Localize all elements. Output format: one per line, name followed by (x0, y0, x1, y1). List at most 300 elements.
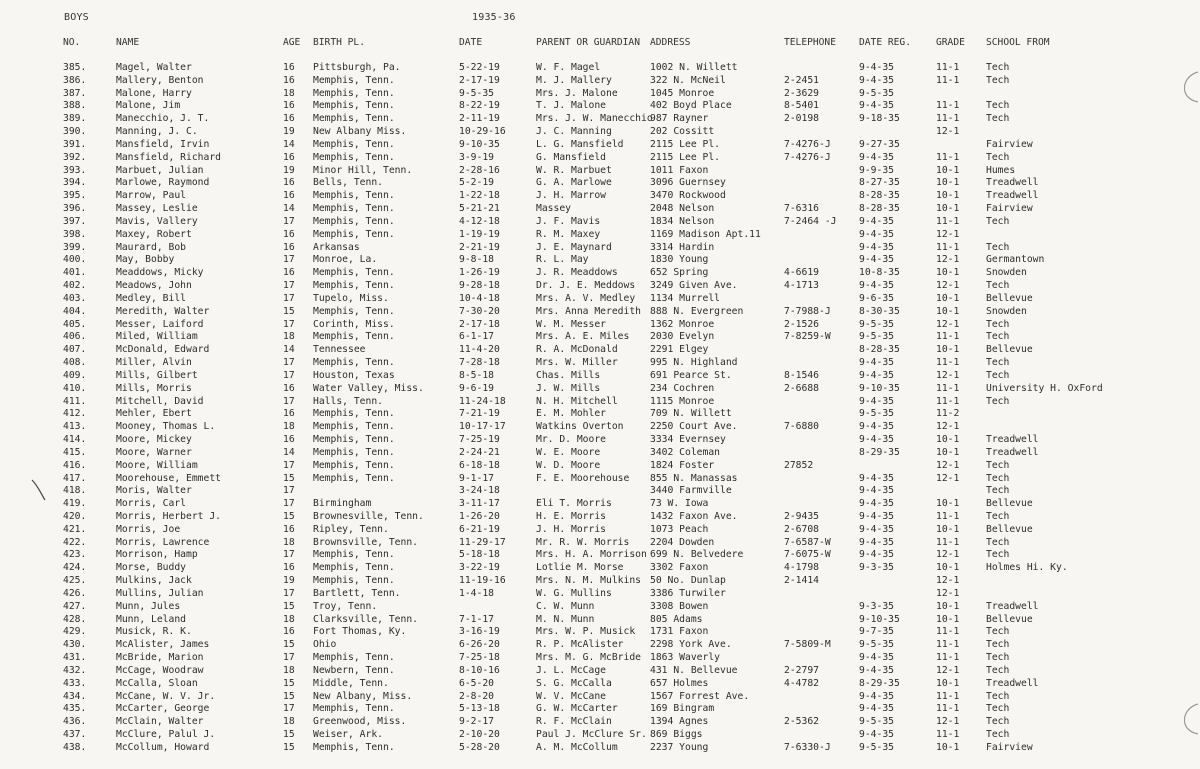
row-date-reg: 8-28-35 (859, 203, 900, 215)
row-parent: Massey (536, 203, 571, 215)
row-name: Morrison, Hamp (116, 549, 198, 561)
row-address: 3334 Evernsey (650, 434, 726, 446)
row-birthplace: Brownsville, Tenn. (313, 536, 418, 548)
row-address: 431 N. Bellevue (650, 664, 738, 676)
row-address: 1169 Madison Apt.11 (650, 228, 761, 240)
row-age: 14 (283, 203, 295, 215)
row-address: 2298 York Ave. (650, 639, 732, 651)
row-no: 418. (63, 485, 87, 497)
row-birth-date: 6-26-20 (459, 639, 500, 651)
row-age: 17 (283, 587, 295, 599)
row-name: Morris, Carl (116, 498, 186, 510)
row-birthplace: Memphis, Tenn. (313, 459, 395, 471)
row-school-from: Treadwell (986, 600, 1039, 612)
row-telephone: 7-5809-M (784, 639, 831, 651)
row-parent: Mrs. J. Malone (536, 87, 618, 99)
row-parent: Mr. R. W. Morris (536, 536, 630, 548)
row-birthplace: Memphis, Tenn. (313, 151, 395, 163)
row-date-reg: 9-4-35 (859, 549, 894, 561)
row-name: Moris, Walter (116, 485, 192, 497)
row-school-from: Fairview (986, 138, 1033, 150)
row-birth-date: 2-28-16 (459, 164, 500, 176)
row-grade: 10-1 (936, 446, 960, 458)
row-date-reg: 9-4-35 (859, 357, 894, 369)
row-grade: 10-1 (936, 498, 960, 510)
row-address: 169 Bingram (650, 703, 715, 715)
row-parent: Mrs. W. P. Musick (536, 626, 636, 638)
table-row (0, 75, 1200, 88)
row-school-from: Treadwell (986, 434, 1039, 446)
row-parent: J. H. Marrow (536, 190, 606, 202)
row-no: 430. (63, 639, 87, 651)
row-date-reg: 8-29-35 (859, 677, 900, 689)
table-row (0, 216, 1200, 229)
row-name: Marlowe, Raymond (116, 177, 210, 189)
row-birth-date: 5-21-21 (459, 203, 500, 215)
row-no: 403. (63, 292, 87, 304)
row-birthplace: Ohio (313, 639, 337, 651)
row-age: 19 (283, 126, 295, 138)
table-row (0, 485, 1200, 498)
row-birthplace: Ripley, Tenn. (313, 523, 389, 535)
row-school-from: Treadwell (986, 446, 1039, 458)
row-address: 2250 Court Ave. (650, 421, 738, 433)
row-name: McDonald, Edward (116, 344, 210, 356)
row-address: 2115 Lee Pl. (650, 151, 720, 163)
row-parent: Mrs. M. G. McBride (536, 652, 641, 664)
row-grade: 11-1 (936, 357, 960, 369)
table-row (0, 344, 1200, 357)
row-no: 389. (63, 113, 87, 125)
table-row (0, 370, 1200, 383)
row-school-from: Bellevue (986, 498, 1033, 510)
row-parent: S. G. McCalla (536, 677, 612, 689)
row-telephone: 4-6619 (784, 267, 819, 279)
row-birthplace: Memphis, Tenn. (313, 575, 395, 587)
row-school-from: Fairview (986, 203, 1033, 215)
row-school-from: Bellevue (986, 523, 1033, 535)
row-no: 413. (63, 421, 87, 433)
header-birth: BIRTH PL. (313, 37, 365, 48)
row-no: 386. (63, 74, 87, 86)
table-row (0, 331, 1200, 344)
row-school-from: Tech (986, 215, 1010, 227)
table-row (0, 62, 1200, 75)
row-name: Marbuet, Julian (116, 164, 204, 176)
row-address: 202 Cossitt (650, 126, 715, 138)
row-name: Morris, Joe (116, 523, 181, 535)
row-name: Malone, Jim (116, 100, 181, 112)
row-name: McCage, Woodraw (116, 664, 204, 676)
row-date-reg: 9-5-35 (859, 716, 894, 728)
row-age: 17 (283, 549, 295, 561)
row-address: 805 Adams (650, 613, 703, 625)
row-no: 394. (63, 177, 87, 189)
row-age: 17 (283, 357, 295, 369)
table-row (0, 88, 1200, 101)
row-birth-date: 2-17-19 (459, 74, 500, 86)
row-birthplace: Memphis, Tenn. (313, 741, 395, 753)
row-no: 388. (63, 100, 87, 112)
row-age: 19 (283, 575, 295, 587)
table-row (0, 498, 1200, 511)
row-grade: 11-1 (936, 536, 960, 548)
row-date-reg: 9-4-35 (859, 536, 894, 548)
row-telephone: 2-3629 (784, 87, 819, 99)
school-year: 1935-36 (472, 12, 516, 23)
row-birth-date: 3-11-17 (459, 498, 500, 510)
row-name: Morse, Buddy (116, 562, 186, 574)
row-address: 2291 Elgey (650, 344, 709, 356)
row-birth-date: 2-21-19 (459, 241, 500, 253)
row-telephone: 7-8259-W (784, 331, 831, 343)
row-parent: J. E. Maynard (536, 241, 612, 253)
row-age: 16 (283, 434, 295, 446)
row-name: Maurard, Bob (116, 241, 186, 253)
row-address: 657 Holmes (650, 677, 709, 689)
row-date-reg: 8-30-35 (859, 305, 900, 317)
row-birthplace: Memphis, Tenn. (313, 113, 395, 125)
row-birthplace: Memphis, Tenn. (313, 215, 395, 227)
table-row (0, 729, 1200, 742)
row-address: 2237 Young (650, 741, 709, 753)
row-address: 1073 Peach (650, 523, 709, 535)
row-name: Mooney, Thomas L. (116, 421, 216, 433)
row-grade: 12-1 (936, 664, 960, 676)
row-grade: 10-1 (936, 562, 960, 574)
row-grade: 12-1 (936, 126, 960, 138)
row-no: 397. (63, 215, 87, 227)
row-no: 407. (63, 344, 87, 356)
table-row (0, 575, 1200, 588)
row-birthplace: Memphis, Tenn. (313, 138, 395, 150)
row-school-from: Tech (986, 62, 1010, 73)
table-row (0, 190, 1200, 203)
row-age: 17 (283, 280, 295, 292)
row-date-reg: 9-6-35 (859, 292, 894, 304)
row-address: 322 N. McNeil (650, 74, 726, 86)
row-grade: 11-1 (936, 510, 960, 522)
row-telephone: 2-9435 (784, 510, 819, 522)
row-birth-date: 8-5-18 (459, 369, 494, 381)
row-address: 3402 Coleman (650, 446, 720, 458)
row-birth-date: 8-10-16 (459, 664, 500, 676)
table-row (0, 562, 1200, 575)
row-birth-date: 7-25-19 (459, 434, 500, 446)
row-address: 1567 Forrest Ave. (650, 690, 750, 702)
row-address: 1731 Faxon (650, 626, 709, 638)
row-birth-date: 3-24-18 (459, 485, 500, 497)
row-no: 438. (63, 741, 87, 753)
table-row (0, 293, 1200, 306)
row-parent: J. F. Mavis (536, 215, 601, 227)
row-age: 16 (283, 190, 295, 202)
row-birthplace: Corinth, Miss. (313, 318, 395, 330)
row-birthplace: Halls, Tenn. (313, 395, 383, 407)
row-birth-date: 7-28-18 (459, 357, 500, 369)
row-date-reg: 8-28-35 (859, 344, 900, 356)
row-birth-date: 8-22-19 (459, 100, 500, 112)
row-no: 422. (63, 536, 87, 548)
row-age: 15 (283, 472, 295, 484)
row-birthplace: Houston, Texas (313, 369, 395, 381)
row-address: 3302 Faxon (650, 562, 709, 574)
row-birthplace: Memphis, Tenn. (313, 549, 395, 561)
row-telephone: 2-1526 (784, 318, 819, 330)
row-birthplace: Bartlett, Tenn. (313, 587, 401, 599)
row-grade: 11-1 (936, 703, 960, 715)
row-name: Mehler, Ebert (116, 408, 192, 420)
row-school-from: Germantown (986, 254, 1045, 266)
row-telephone: 7-4276-J (784, 151, 831, 163)
row-no: 393. (63, 164, 87, 176)
table-row (0, 139, 1200, 152)
row-name: Moore, Warner (116, 446, 192, 458)
row-no: 405. (63, 318, 87, 330)
row-grade: 10-1 (936, 164, 960, 176)
row-birthplace: Memphis, Tenn. (313, 562, 395, 574)
row-birthplace: Memphis, Tenn. (313, 408, 395, 420)
row-birthplace: Troy, Tenn. (313, 600, 378, 612)
row-grade: 11-2 (936, 408, 960, 420)
table-row (0, 601, 1200, 614)
row-no: 412. (63, 408, 87, 420)
row-birth-date: 9-1-17 (459, 472, 494, 484)
row-birthplace: Memphis, Tenn. (313, 357, 395, 369)
table-row (0, 421, 1200, 434)
row-age: 17 (283, 318, 295, 330)
row-birth-date: 2-10-20 (459, 729, 500, 741)
row-telephone: 4-1798 (784, 562, 819, 574)
row-school-from: Bellevue (986, 613, 1033, 625)
row-no: 408. (63, 357, 87, 369)
row-birthplace: Fort Thomas, Ky. (313, 626, 407, 638)
row-age: 15 (283, 600, 295, 612)
category-label: BOYS (64, 12, 89, 23)
row-school-from: Snowden (986, 267, 1027, 279)
table-row (0, 678, 1200, 691)
row-age: 18 (283, 716, 295, 728)
row-telephone: 7-2464 -J (784, 215, 837, 227)
row-birth-date: 5-13-18 (459, 703, 500, 715)
row-no: 416. (63, 459, 87, 471)
row-birth-date: 6-1-17 (459, 331, 494, 343)
row-parent: E. M. Mohler (536, 408, 606, 420)
table-row (0, 588, 1200, 601)
row-grade: 11-1 (936, 62, 960, 73)
row-birth-date: 2-8-20 (459, 690, 494, 702)
row-school-from: Tech (986, 690, 1010, 702)
row-name: Munn, Leland (116, 613, 186, 625)
row-grade: 10-1 (936, 613, 960, 625)
table-row (0, 165, 1200, 178)
row-name: Meadows, John (116, 280, 192, 292)
row-grade: 11-1 (936, 382, 960, 394)
row-age: 16 (283, 113, 295, 125)
table-row (0, 267, 1200, 280)
row-no: 387. (63, 87, 87, 99)
row-school-from: Tech (986, 151, 1010, 163)
row-telephone: 7-7988-J (784, 305, 831, 317)
row-name: McClain, Walter (116, 716, 204, 728)
row-age: 16 (283, 408, 295, 420)
table-row (0, 203, 1200, 216)
row-parent: M. J. Mallery (536, 74, 612, 86)
row-school-from: Tech (986, 459, 1010, 471)
row-date-reg: 9-5-35 (859, 87, 894, 99)
row-grade: 12-1 (936, 587, 960, 599)
row-address: 987 Rayner (650, 113, 709, 125)
row-date-reg: 9-4-35 (859, 421, 894, 433)
row-address: 3249 Given Ave. (650, 280, 738, 292)
row-date-reg: 9-4-35 (859, 369, 894, 381)
row-no: 436. (63, 716, 87, 728)
row-birthplace: Memphis, Tenn. (313, 652, 395, 664)
row-school-from: Tech (986, 626, 1010, 638)
row-parent: Mrs. A. V. Medley (536, 292, 636, 304)
row-address: 50 No. Dunlap (650, 575, 726, 587)
row-age: 15 (283, 741, 295, 753)
row-birth-date: 2-17-18 (459, 318, 500, 330)
header-grade: GRADE (936, 37, 965, 48)
row-age: 19 (283, 164, 295, 176)
header-date-reg: DATE REG. (859, 37, 911, 48)
row-birth-date: 6-5-20 (459, 677, 494, 689)
row-birth-date: 3-16-19 (459, 626, 500, 638)
row-name: Medley, Bill (116, 292, 186, 304)
header-age: AGE (283, 37, 301, 48)
row-telephone: 2-1414 (784, 575, 819, 587)
row-telephone: 7-4276-J (784, 138, 831, 150)
row-date-reg: 9-4-35 (859, 100, 894, 112)
row-name: Moore, Mickey (116, 434, 192, 446)
table-row (0, 614, 1200, 627)
row-parent: Paul J. McClure Sr. (536, 729, 647, 741)
row-name: McCollum, Howard (116, 741, 210, 753)
table-row (0, 473, 1200, 486)
row-birth-date: 7-30-20 (459, 305, 500, 317)
row-date-reg: 9-4-35 (859, 472, 894, 484)
row-age: 16 (283, 562, 295, 574)
row-name: Mullins, Julian (116, 587, 204, 599)
row-telephone: 2-5362 (784, 716, 819, 728)
row-address: 1834 Nelson (650, 215, 715, 227)
row-school-from: Tech (986, 113, 1010, 125)
row-parent: R. P. McAlister (536, 639, 624, 651)
row-parent: W. V. McCane (536, 690, 606, 702)
row-no: 415. (63, 446, 87, 458)
row-birth-date: 7-1-17 (459, 613, 494, 625)
row-age: 17 (283, 292, 295, 304)
row-no: 406. (63, 331, 87, 343)
row-name: McCane, W. V. Jr. (116, 690, 216, 702)
row-address: 1011 Faxon (650, 164, 709, 176)
row-birthplace: Memphis, Tenn. (313, 190, 395, 202)
row-school-from: Tech (986, 318, 1010, 330)
row-birthplace: Arkansas (313, 241, 360, 253)
row-grade: 12-1 (936, 716, 960, 728)
row-birthplace: Tupelo, Miss. (313, 292, 389, 304)
row-grade: 11-1 (936, 639, 960, 651)
row-grade: 11-1 (936, 652, 960, 664)
row-school-from: Holmes Hi. Ky. (986, 562, 1068, 574)
row-school-from: Humes (986, 164, 1016, 176)
row-name: McAlister, James (116, 639, 210, 651)
binder-hole-icon (1172, 702, 1200, 736)
table-row (0, 703, 1200, 716)
row-age: 16 (283, 382, 295, 394)
table-row (0, 549, 1200, 562)
row-address: 699 N. Belvedere (650, 549, 744, 561)
row-grade: 10-1 (936, 677, 960, 689)
row-age: 16 (283, 74, 295, 86)
row-no: 433. (63, 677, 87, 689)
row-address: 1863 Waverly (650, 652, 720, 664)
row-address: 691 Pearce St. (650, 369, 732, 381)
row-date-reg: 8-29-35 (859, 446, 900, 458)
row-age: 16 (283, 626, 295, 638)
pencil-mark-icon (30, 478, 48, 502)
table-row (0, 434, 1200, 447)
row-school-from: Tech (986, 280, 1010, 292)
table-row (0, 396, 1200, 409)
row-age: 17 (283, 254, 295, 266)
table-row (0, 447, 1200, 460)
row-date-reg: 9-4-35 (859, 703, 894, 715)
table-row (0, 524, 1200, 537)
row-name: McCalla, Sloan (116, 677, 198, 689)
row-school-from: Tech (986, 357, 1010, 369)
table-row (0, 280, 1200, 293)
row-name: Meredith, Walter (116, 305, 210, 317)
row-parent: W. F. Magel (536, 62, 601, 73)
row-date-reg: 9-10-35 (859, 382, 900, 394)
row-birthplace: Monroe, La. (313, 254, 378, 266)
row-age: 18 (283, 331, 295, 343)
row-parent: H. E. Morris (536, 510, 606, 522)
row-address: 1830 Young (650, 254, 709, 266)
row-date-reg: 9-4-35 (859, 664, 894, 676)
row-parent: W. E. Moore (536, 446, 601, 458)
row-parent: Mrs. A. E. Miles (536, 331, 630, 343)
row-age: 18 (283, 87, 295, 99)
row-no: 429. (63, 626, 87, 638)
header-no: NO. (63, 37, 81, 48)
row-name: Morris, Lawrence (116, 536, 210, 548)
row-grade: 11-1 (936, 241, 960, 253)
row-birth-date: 3-22-19 (459, 562, 500, 574)
row-birth-date: 2-11-19 (459, 113, 500, 125)
row-name: Massey, Leslie (116, 203, 198, 215)
row-parent: Mr. D. Moore (536, 434, 606, 446)
row-parent: C. W. Munn (536, 600, 595, 612)
row-birth-date: 7-21-19 (459, 408, 500, 420)
row-address: 2048 Nelson (650, 203, 715, 215)
table-row (0, 460, 1200, 473)
row-age: 17 (283, 703, 295, 715)
row-no: 424. (63, 562, 87, 574)
row-school-from: Bellevue (986, 344, 1033, 356)
row-parent: Mrs. N. M. Mulkins (536, 575, 641, 587)
row-birth-date: 9-8-18 (459, 254, 494, 266)
row-date-reg: 9-4-35 (859, 510, 894, 522)
row-date-reg: 9-4-35 (859, 652, 894, 664)
row-birth-date: 9-10-35 (459, 138, 500, 150)
row-address: 402 Boyd Place (650, 100, 732, 112)
row-date-reg: 10-8-35 (859, 267, 900, 279)
row-address: 652 Spring (650, 267, 709, 279)
row-no: 425. (63, 575, 87, 587)
